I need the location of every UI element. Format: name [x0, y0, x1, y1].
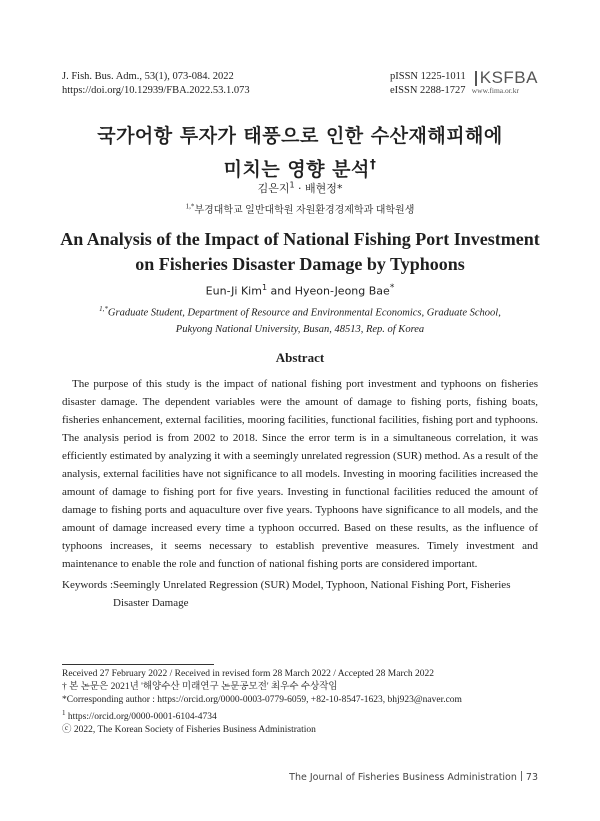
korean-title [0, 122, 600, 183]
keywords-label: Keywords : [62, 579, 114, 591]
citation-block [62, 70, 250, 98]
footer-divider [521, 771, 522, 781]
corresponding-author: *Corresponding author : https://orcid.org/0000-0003-0779-6059, +82-10-8547-1623, bhj923@naver.com [62, 695, 462, 705]
logo-url: www.fima.or.kr [471, 86, 519, 95]
page-number: 73 [525, 772, 538, 783]
journal-logo [472, 70, 538, 96]
korean-affiliation: $^{1,*}$부경대학교 일반대학원 자원환경경제학과 대학원생 [185, 202, 415, 216]
award-note: † 본 논문은 2021년 '해양수산 미래연구 논문공모전' 최우수 수상작임 [62, 682, 338, 692]
english-title [0, 227, 600, 277]
eissn: eISSN 2288-1727 [390, 85, 466, 96]
english-author-2: Hyeon-Jeong Bae [294, 284, 390, 298]
received-dates: Received 27 February 2022 / Received in revised form 28 March 2022 / Accepted 28 March 2022 [62, 669, 434, 679]
citation: J. Fish. Bus. Adm., 53(1), 073-084. 2022 [62, 71, 234, 82]
korean-title-line1: 국가어항 투자가 태풍으로 인한 수산재해피해에 [97, 125, 503, 147]
korean-title-line2: 미치는 영향 분석 [223, 158, 370, 181]
pissn: pISSN 1225-1011 [390, 71, 466, 82]
english-authors: Eun-Ji Kim$^1$ and Hyeon-Jeong Bae* [205, 283, 395, 298]
title-footnote-mark: † [369, 157, 377, 171]
keywords-text: Seemingly Unrelated Regression (SUR) Model, Typhoon, National Fishing Port, Fisheries Disaster Damage [113, 579, 511, 609]
footnotes: Received 27 February 2022 / Received in revised form 28 March 2022 / Accepted 28 March 2022 † 본 논문은 2021년 '해양수산 미래연구 논문공모전' 최우수 수상작임 *Corresponding author : https://orcid.org/0000-0003-0779-6059, +82-10-8547-1623, bhj923@naver.com $^1$ https://orcid.org/0000-0001-6104-4734 ⓒ 2022, The Korean Society of Fisheries Business Administration [62, 668, 542, 737]
logo-text: KSFBA [479, 68, 538, 87]
copyright: ⓒ 2022, The Korean Society of Fisheries Business Administration [62, 725, 316, 736]
english-title-line2: on Fisheries Disaster Damage by Typhoons [135, 254, 465, 274]
keywords [62, 576, 538, 612]
issn-block [390, 70, 538, 98]
logo-bar-icon [475, 71, 477, 86]
abstract-text: The purpose of this study is the impact of national fishing port investment and typhoons on fisheries disaster damage. The dependent variables were the amount of damage to fishing ports, fishing boats, fisheries enhancement, external facilities, mooring facilities, functional facilities, fishing port and typhoons. The analysis period is from 2002 to 2018. Since the error term is in a simultaneous correlation, it was efficiently estimated by analyzing it with a seemingly unrelated regression (SUR) method. As a result of the analysis, external facilities have not significance to all models. Investing in mooring facilities increased the amount of damage to fishing port for five years. Investing in functional facilities reduced the amount of damage to fishing ports and aquaculture over five years. Typhoons have significance to all models, and the amount of damage increased every time a typhoon occurred. Based on these results, as the influence of typhoons increases, it seems necessary to establish preventive measures. Timely investment and maintenance to enable the role and function of national fishing ports are considered important. [62, 378, 538, 570]
journal-name: The Journal of Fisheries Business Administration [289, 772, 517, 783]
english-affiliation: $^{1,*}$Graduate Student, Department of Resource and Environmental Economics, Graduate School, Pukyong National University, Busan, 48513, Rep. of Korea [99, 305, 501, 335]
korean-author-1: 김은지 [257, 182, 290, 195]
orcid-author-1[interactable]: https://orcid.org/0000-0001-6104-4734 [65, 712, 217, 723]
korean-authors: 김은지$^1$ · 배현정* [257, 180, 343, 195]
footnote-divider [62, 664, 214, 665]
abstract-heading: Abstract [275, 350, 325, 365]
korean-author-2: 배현정 [305, 182, 337, 195]
doi-link[interactable]: https://doi.org/10.12939/FBA.2022.53.1.073 [62, 85, 250, 96]
english-author-1: Eun-Ji Kim [205, 284, 262, 298]
english-title-line1: An Analysis of the Impact of National Fishing Port Investment [60, 229, 540, 249]
page-footer [289, 771, 538, 783]
